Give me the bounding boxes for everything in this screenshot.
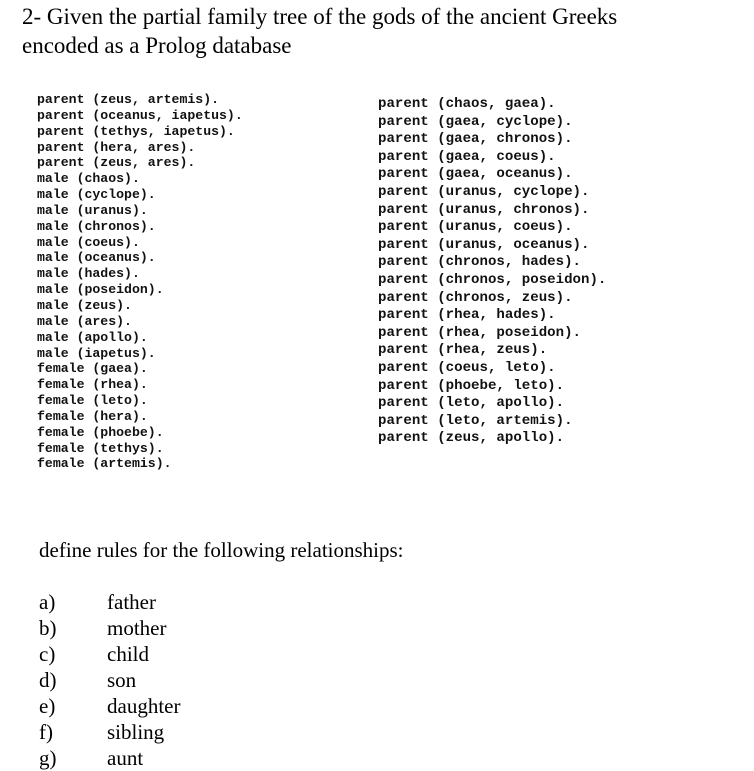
prolog-fact-line: parent (chronos, poseidon).: [378, 271, 607, 288]
item-label: daughter: [107, 694, 181, 718]
prolog-fact-line: parent (oceanus, iapetus).: [37, 107, 243, 123]
relationship-item: [39, 615, 180, 641]
title-line-2: encoded as a Prolog database: [22, 33, 292, 58]
prolog-facts-right-column: [378, 96, 606, 448]
prolog-fact-line: female (gaea).: [37, 361, 148, 377]
prolog-fact-line: male (hades).: [37, 266, 140, 282]
item-letter: c): [39, 642, 56, 666]
prolog-fact-line: parent (leto, apollo).: [378, 395, 565, 412]
relationship-item: [39, 693, 180, 719]
prolog-fact-line: female (artemis).: [37, 456, 172, 472]
item-label: child: [107, 642, 149, 666]
prolog-fact-line: parent (rhea, zeus).: [378, 342, 548, 359]
prolog-fact-line: male (poseidon).: [37, 282, 164, 298]
rules-prompt: define rules for the following relationships:: [39, 538, 404, 562]
relationship-item: [39, 589, 180, 615]
prolog-fact-line: parent (uranus, cyclope).: [378, 183, 590, 200]
title-line-1: 2- Given the partial family tree of the gods of the ancient Greeks: [22, 4, 618, 29]
prolog-fact-line: parent (gaea, chronos).: [378, 131, 573, 148]
prolog-fact-line: parent (gaea, cyclope).: [378, 113, 573, 130]
prolog-fact-line: parent (gaea, coeus).: [378, 148, 556, 165]
prolog-fact-line: male (apollo).: [37, 329, 148, 345]
prolog-fact-line: parent (uranus, chronos).: [378, 201, 590, 218]
item-letter: e): [39, 694, 56, 718]
relationship-item: [39, 719, 180, 745]
prolog-fact-line: parent (rhea, poseidon).: [378, 324, 581, 341]
item-letter: g): [39, 746, 57, 770]
prolog-fact-line: parent (zeus, ares).: [37, 155, 196, 171]
item-label: son: [107, 668, 137, 692]
prolog-fact-line: male (chaos).: [37, 171, 140, 187]
item-letter: d): [39, 668, 57, 692]
item-label: sibling: [107, 720, 165, 744]
prolog-fact-line: male (chronos).: [37, 218, 156, 234]
prolog-fact-line: male (zeus).: [37, 297, 132, 313]
item-label: mother: [107, 616, 167, 640]
prolog-facts-left-column: [37, 92, 243, 472]
prolog-fact-line: parent (uranus, oceanus).: [378, 236, 590, 253]
prolog-fact-line: female (tethys).: [37, 440, 164, 456]
prolog-fact-line: female (rhea).: [37, 377, 148, 393]
prolog-fact-line: parent (zeus, apollo).: [378, 430, 565, 447]
item-letter: b): [39, 616, 57, 640]
prolog-fact-line: parent (chronos, hades).: [378, 254, 581, 271]
relationship-item: [39, 745, 180, 771]
prolog-fact-line: parent (tethys, iapetus).: [37, 123, 235, 139]
prolog-fact-line: male (uranus).: [37, 202, 148, 218]
relationship-item: [39, 641, 180, 667]
prolog-fact-line: parent (gaea, oceanus).: [378, 166, 573, 183]
prolog-fact-line: male (ares).: [37, 313, 132, 329]
item-label: aunt: [107, 746, 144, 770]
prolog-fact-line: parent (phoebe, leto).: [378, 377, 565, 394]
prolog-fact-line: parent (chronos, zeus).: [378, 289, 573, 306]
prolog-fact-line: parent (rhea, hades).: [378, 307, 556, 324]
prolog-fact-line: parent (zeus, artemis).: [37, 92, 220, 107]
prolog-fact-line: parent (coeus, leto).: [378, 359, 556, 376]
prolog-fact-line: parent (chaos, gaea).: [378, 96, 556, 112]
prolog-fact-line: female (phoebe).: [37, 424, 164, 440]
prolog-fact-line: male (cyclope).: [37, 187, 156, 203]
prolog-fact-line: male (iapetus).: [37, 345, 156, 361]
prolog-fact-line: parent (leto, artemis).: [378, 412, 573, 429]
question-title: [22, 2, 617, 60]
item-letter: f): [39, 720, 53, 744]
item-letter: a): [39, 590, 56, 614]
relationship-item: [39, 667, 180, 693]
item-label: father: [107, 590, 156, 614]
relationship-list: [39, 589, 180, 771]
prolog-fact-line: female (hera).: [37, 408, 148, 424]
prolog-fact-line: parent (uranus, coeus).: [378, 219, 573, 236]
prolog-fact-line: parent (hera, ares).: [37, 139, 196, 155]
prolog-fact-line: male (oceanus).: [37, 250, 156, 266]
prolog-fact-line: male (coeus).: [37, 234, 140, 250]
prolog-fact-line: female (leto).: [37, 393, 148, 409]
